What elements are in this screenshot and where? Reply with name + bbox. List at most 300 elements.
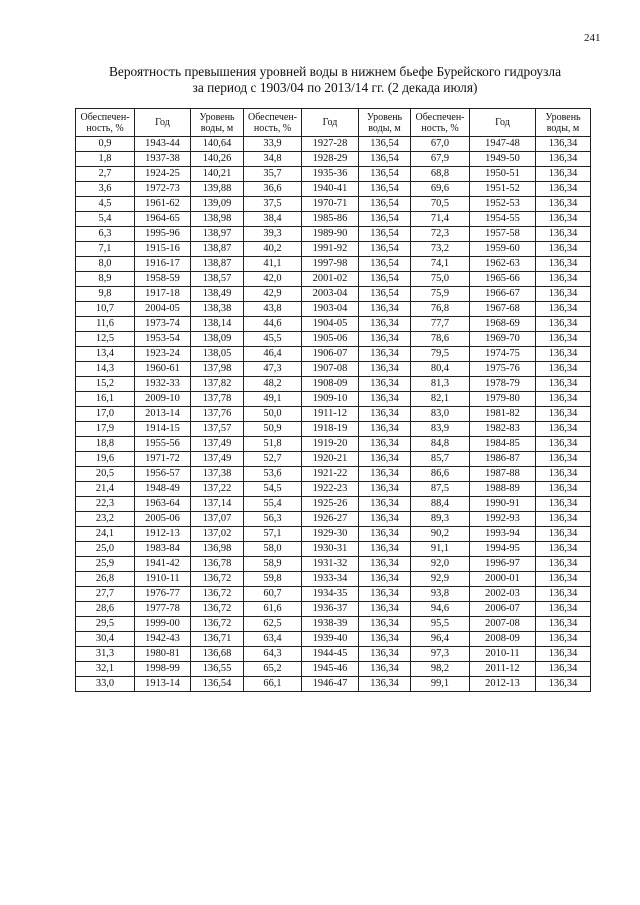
year-cell: 1993-94 [470, 527, 536, 542]
table-row [76, 662, 591, 677]
percent-cell: 92,0 [411, 557, 470, 572]
year-cell: 1948-49 [135, 482, 191, 497]
year-cell: 1967-68 [470, 302, 536, 317]
year-cell: 1903-04 [302, 302, 359, 317]
percent-cell: 24,1 [76, 527, 135, 542]
column-header [411, 109, 470, 137]
table-row [76, 377, 591, 392]
level-cell: 136,34 [536, 557, 591, 572]
level-cell: 136,54 [191, 677, 244, 692]
year-cell: 1930-31 [302, 542, 359, 557]
level-cell: 136,34 [536, 497, 591, 512]
year-cell: 2005-06 [135, 512, 191, 527]
level-cell: 136,72 [191, 602, 244, 617]
percent-cell: 90,2 [411, 527, 470, 542]
year-cell: 1955-56 [135, 437, 191, 452]
percent-cell: 81,3 [411, 377, 470, 392]
year-cell: 1944-45 [302, 647, 359, 662]
column-header-line: воды, м [200, 122, 234, 134]
year-cell: 1962-63 [470, 257, 536, 272]
percent-cell: 25,0 [76, 542, 135, 557]
level-cell: 136,72 [191, 617, 244, 632]
year-cell: 1976-77 [135, 587, 191, 602]
percent-cell: 62,5 [244, 617, 302, 632]
percent-cell: 39,3 [244, 227, 302, 242]
percent-cell: 61,6 [244, 602, 302, 617]
year-cell: 1985-86 [302, 212, 359, 227]
percent-cell: 53,6 [244, 467, 302, 482]
table-row [76, 257, 591, 272]
year-cell: 1992-93 [470, 512, 536, 527]
year-cell: 1969-70 [470, 332, 536, 347]
column-header [76, 109, 135, 137]
level-cell: 136,34 [359, 302, 411, 317]
year-cell: 1943-44 [135, 137, 191, 152]
year-cell: 1968-69 [470, 317, 536, 332]
year-cell: 1949-50 [470, 152, 536, 167]
percent-cell: 17,0 [76, 407, 135, 422]
year-cell: 1986-87 [470, 452, 536, 467]
level-cell: 136,34 [536, 437, 591, 452]
level-cell: 137,76 [191, 407, 244, 422]
percent-cell: 47,3 [244, 362, 302, 377]
percent-cell: 32,1 [76, 662, 135, 677]
level-cell: 136,34 [536, 377, 591, 392]
level-cell: 138,98 [191, 212, 244, 227]
year-cell: 1905-06 [302, 332, 359, 347]
percent-cell: 18,8 [76, 437, 135, 452]
year-cell: 2001-02 [302, 272, 359, 287]
column-header-line: Обеспечен- [415, 111, 465, 123]
table-row [76, 227, 591, 242]
level-cell: 136,34 [536, 392, 591, 407]
level-cell: 136,34 [536, 407, 591, 422]
year-cell: 1998-99 [135, 662, 191, 677]
percent-cell: 59,8 [244, 572, 302, 587]
level-cell: 136,34 [536, 212, 591, 227]
level-cell: 136,34 [536, 527, 591, 542]
year-cell: 1946-47 [302, 677, 359, 692]
year-cell: 2003-04 [302, 287, 359, 302]
year-cell: 1922-23 [302, 482, 359, 497]
percent-cell: 42,9 [244, 287, 302, 302]
column-header-line: Уровень [366, 111, 403, 123]
percent-cell: 80,4 [411, 362, 470, 377]
level-cell: 136,34 [359, 587, 411, 602]
level-cell: 136,34 [536, 242, 591, 257]
level-cell: 138,87 [191, 257, 244, 272]
level-cell: 136,34 [359, 407, 411, 422]
column-header-line: Год [495, 117, 510, 128]
year-cell: 1915-16 [135, 242, 191, 257]
column-header-line: Год [155, 117, 170, 128]
level-cell: 136,34 [536, 587, 591, 602]
year-cell: 1997-98 [302, 257, 359, 272]
column-header-line: Уровень [199, 111, 235, 123]
percent-cell: 13,4 [76, 347, 135, 362]
year-cell: 1911-12 [302, 407, 359, 422]
level-cell: 136,34 [359, 617, 411, 632]
percent-cell: 8,0 [76, 257, 135, 272]
year-cell: 1977-78 [135, 602, 191, 617]
percent-cell: 75,9 [411, 287, 470, 302]
water-level-table [75, 108, 591, 692]
year-cell: 1932-33 [135, 377, 191, 392]
column-header-line: Обеспечен- [80, 111, 130, 123]
percent-cell: 85,7 [411, 452, 470, 467]
table-row [76, 422, 591, 437]
percent-cell: 54,5 [244, 482, 302, 497]
year-cell: 1918-19 [302, 422, 359, 437]
column-header-line: ность, % [86, 122, 124, 134]
percent-cell: 63,4 [244, 632, 302, 647]
year-cell: 1989-90 [302, 227, 359, 242]
year-cell: 1987-88 [470, 467, 536, 482]
level-cell: 136,34 [536, 302, 591, 317]
level-cell: 137,98 [191, 362, 244, 377]
level-cell: 137,38 [191, 467, 244, 482]
level-cell: 140,21 [191, 167, 244, 182]
table-row [76, 317, 591, 332]
percent-cell: 58,0 [244, 542, 302, 557]
percent-cell: 65,2 [244, 662, 302, 677]
year-cell: 1945-46 [302, 662, 359, 677]
year-cell: 1972-73 [135, 182, 191, 197]
percent-cell: 66,1 [244, 677, 302, 692]
column-header [536, 109, 591, 137]
level-cell: 136,55 [191, 662, 244, 677]
level-cell: 136,34 [359, 422, 411, 437]
year-cell: 1953-54 [135, 332, 191, 347]
document-title [70, 64, 600, 96]
percent-cell: 56,3 [244, 512, 302, 527]
year-cell: 1940-41 [302, 182, 359, 197]
column-header-line: воды, м [546, 122, 580, 134]
percent-cell: 48,2 [244, 377, 302, 392]
table-header-row [76, 109, 591, 137]
percent-cell: 70,5 [411, 197, 470, 212]
percent-cell: 96,4 [411, 632, 470, 647]
year-cell: 2002-03 [470, 587, 536, 602]
percent-cell: 31,3 [76, 647, 135, 662]
percent-cell: 6,3 [76, 227, 135, 242]
title-line-2: за период с 1903/04 по 2013/14 гг. (2 декада июля) [192, 80, 478, 95]
year-cell: 1906-07 [302, 347, 359, 362]
percent-cell: 30,4 [76, 632, 135, 647]
level-cell: 136,34 [536, 332, 591, 347]
percent-cell: 82,1 [411, 392, 470, 407]
year-cell: 1963-64 [135, 497, 191, 512]
year-cell: 1914-15 [135, 422, 191, 437]
percent-cell: 23,2 [76, 512, 135, 527]
table-row [76, 512, 591, 527]
percent-cell: 91,1 [411, 542, 470, 557]
percent-cell: 1,8 [76, 152, 135, 167]
table-row [76, 242, 591, 257]
year-cell: 2010-11 [470, 647, 536, 662]
percent-cell: 49,1 [244, 392, 302, 407]
table-row [76, 602, 591, 617]
level-cell: 136,78 [191, 557, 244, 572]
level-cell: 136,54 [359, 242, 411, 257]
level-cell: 136,54 [359, 152, 411, 167]
year-cell: 1931-32 [302, 557, 359, 572]
level-cell: 136,54 [359, 272, 411, 287]
percent-cell: 40,2 [244, 242, 302, 257]
percent-cell: 88,4 [411, 497, 470, 512]
level-cell: 136,98 [191, 542, 244, 557]
percent-cell: 83,0 [411, 407, 470, 422]
table-row [76, 392, 591, 407]
page-number: 241 [584, 32, 601, 44]
column-header-line: ность, % [421, 122, 459, 134]
year-cell: 1957-58 [470, 227, 536, 242]
year-cell: 1923-24 [135, 347, 191, 362]
year-cell: 1999-00 [135, 617, 191, 632]
level-cell: 136,34 [536, 287, 591, 302]
level-cell: 136,34 [536, 182, 591, 197]
level-cell: 136,54 [359, 287, 411, 302]
percent-cell: 5,4 [76, 212, 135, 227]
column-header-line: Уровень [545, 111, 581, 123]
level-cell: 137,02 [191, 527, 244, 542]
level-cell: 140,64 [191, 137, 244, 152]
level-cell: 138,87 [191, 242, 244, 257]
year-cell: 1973-74 [135, 317, 191, 332]
level-cell: 138,97 [191, 227, 244, 242]
table-row [76, 332, 591, 347]
level-cell: 136,34 [536, 167, 591, 182]
year-cell: 1925-26 [302, 497, 359, 512]
percent-cell: 67,0 [411, 137, 470, 152]
level-cell: 136,34 [359, 437, 411, 452]
percent-cell: 98,2 [411, 662, 470, 677]
level-cell: 136,72 [191, 587, 244, 602]
percent-cell: 38,4 [244, 212, 302, 227]
level-cell: 136,34 [536, 317, 591, 332]
percent-cell: 27,7 [76, 587, 135, 602]
year-cell: 1912-13 [135, 527, 191, 542]
percent-cell: 44,6 [244, 317, 302, 332]
percent-cell: 50,9 [244, 422, 302, 437]
table-row [76, 572, 591, 587]
percent-cell: 86,6 [411, 467, 470, 482]
percent-cell: 2,7 [76, 167, 135, 182]
percent-cell: 99,1 [411, 677, 470, 692]
percent-cell: 16,1 [76, 392, 135, 407]
year-cell: 1994-95 [470, 542, 536, 557]
year-cell: 1936-37 [302, 602, 359, 617]
column-header [244, 109, 302, 137]
level-cell: 138,14 [191, 317, 244, 332]
level-cell: 137,22 [191, 482, 244, 497]
percent-cell: 78,6 [411, 332, 470, 347]
percent-cell: 95,5 [411, 617, 470, 632]
level-cell: 136,34 [536, 362, 591, 377]
year-cell: 1981-82 [470, 407, 536, 422]
percent-cell: 67,9 [411, 152, 470, 167]
percent-cell: 69,6 [411, 182, 470, 197]
percent-cell: 93,8 [411, 587, 470, 602]
year-cell: 1954-55 [470, 212, 536, 227]
year-cell: 2007-08 [470, 617, 536, 632]
table-row [76, 437, 591, 452]
year-cell: 1920-21 [302, 452, 359, 467]
percent-cell: 12,5 [76, 332, 135, 347]
level-cell: 136,34 [359, 332, 411, 347]
level-cell: 137,82 [191, 377, 244, 392]
column-header-line: Год [322, 117, 338, 128]
year-cell: 1988-89 [470, 482, 536, 497]
level-cell: 136,34 [536, 152, 591, 167]
percent-cell: 84,8 [411, 437, 470, 452]
percent-cell: 57,1 [244, 527, 302, 542]
percent-cell: 68,8 [411, 167, 470, 182]
table-row [76, 182, 591, 197]
year-cell: 1927-28 [302, 137, 359, 152]
percent-cell: 77,7 [411, 317, 470, 332]
percent-cell: 11,6 [76, 317, 135, 332]
level-cell: 137,49 [191, 452, 244, 467]
year-cell: 1970-71 [302, 197, 359, 212]
level-cell: 138,57 [191, 272, 244, 287]
percent-cell: 19,6 [76, 452, 135, 467]
percent-cell: 22,3 [76, 497, 135, 512]
level-cell: 137,78 [191, 392, 244, 407]
year-cell: 1974-75 [470, 347, 536, 362]
year-cell: 1978-79 [470, 377, 536, 392]
year-cell: 1910-11 [135, 572, 191, 587]
percent-cell: 17,9 [76, 422, 135, 437]
table-row [76, 287, 591, 302]
column-header-line: воды, м [368, 122, 401, 134]
year-cell: 1904-05 [302, 317, 359, 332]
percent-cell: 74,1 [411, 257, 470, 272]
table-row [76, 542, 591, 557]
table-row [76, 212, 591, 227]
level-cell: 136,34 [536, 467, 591, 482]
level-cell: 136,54 [359, 257, 411, 272]
year-cell: 2009-10 [135, 392, 191, 407]
percent-cell: 42,0 [244, 272, 302, 287]
table-row [76, 497, 591, 512]
year-cell: 1935-36 [302, 167, 359, 182]
percent-cell: 8,9 [76, 272, 135, 287]
level-cell: 136,34 [536, 272, 591, 287]
year-cell: 1996-97 [470, 557, 536, 572]
percent-cell: 46,4 [244, 347, 302, 362]
percent-cell: 41,1 [244, 257, 302, 272]
year-cell: 1917-18 [135, 287, 191, 302]
year-cell: 2004-05 [135, 302, 191, 317]
year-cell: 1990-91 [470, 497, 536, 512]
level-cell: 136,72 [191, 572, 244, 587]
percent-cell: 14,3 [76, 362, 135, 377]
percent-cell: 83,9 [411, 422, 470, 437]
percent-cell: 87,5 [411, 482, 470, 497]
percent-cell: 94,6 [411, 602, 470, 617]
table-row [76, 197, 591, 212]
level-cell: 136,34 [359, 677, 411, 692]
table-row [76, 137, 591, 152]
percent-cell: 9,8 [76, 287, 135, 302]
level-cell: 136,34 [359, 347, 411, 362]
year-cell: 2011-12 [470, 662, 536, 677]
level-cell: 138,38 [191, 302, 244, 317]
level-cell: 136,34 [536, 662, 591, 677]
percent-cell: 52,7 [244, 452, 302, 467]
table-row [76, 482, 591, 497]
percent-cell: 0,9 [76, 137, 135, 152]
percent-cell: 36,6 [244, 182, 302, 197]
year-cell: 1980-81 [135, 647, 191, 662]
level-cell: 137,07 [191, 512, 244, 527]
table-body [76, 137, 591, 692]
level-cell: 136,34 [359, 512, 411, 527]
percent-cell: 10,7 [76, 302, 135, 317]
level-cell: 136,54 [359, 167, 411, 182]
year-cell: 1926-27 [302, 512, 359, 527]
table-row [76, 272, 591, 287]
percent-cell: 51,8 [244, 437, 302, 452]
level-cell: 136,34 [536, 422, 591, 437]
table-row [76, 467, 591, 482]
level-cell: 139,88 [191, 182, 244, 197]
column-header [302, 109, 359, 137]
percent-cell: 45,5 [244, 332, 302, 347]
percent-cell: 35,7 [244, 167, 302, 182]
percent-cell: 43,8 [244, 302, 302, 317]
percent-cell: 60,7 [244, 587, 302, 602]
percent-cell: 29,5 [76, 617, 135, 632]
percent-cell: 89,3 [411, 512, 470, 527]
level-cell: 136,34 [359, 392, 411, 407]
table-row [76, 647, 591, 662]
level-cell: 136,34 [536, 632, 591, 647]
column-header [191, 109, 244, 137]
year-cell: 1975-76 [470, 362, 536, 377]
year-cell: 1982-83 [470, 422, 536, 437]
level-cell: 136,34 [359, 557, 411, 572]
level-cell: 137,14 [191, 497, 244, 512]
year-cell: 1924-25 [135, 167, 191, 182]
year-cell: 1907-08 [302, 362, 359, 377]
column-header [135, 109, 191, 137]
level-cell: 136,34 [536, 137, 591, 152]
year-cell: 1933-34 [302, 572, 359, 587]
percent-cell: 37,5 [244, 197, 302, 212]
level-cell: 138,05 [191, 347, 244, 362]
percent-cell: 3,6 [76, 182, 135, 197]
level-cell: 136,34 [536, 482, 591, 497]
year-cell: 1928-29 [302, 152, 359, 167]
year-cell: 1991-92 [302, 242, 359, 257]
percent-cell: 75,0 [411, 272, 470, 287]
column-header [470, 109, 536, 137]
year-cell: 1908-09 [302, 377, 359, 392]
level-cell: 136,34 [359, 482, 411, 497]
percent-cell: 55,4 [244, 497, 302, 512]
column-header [359, 109, 411, 137]
level-cell: 136,34 [359, 602, 411, 617]
table-row [76, 617, 591, 632]
table-row [76, 167, 591, 182]
year-cell: 1995-96 [135, 227, 191, 242]
table-row [76, 152, 591, 167]
level-cell: 136,54 [359, 197, 411, 212]
level-cell: 136,34 [536, 197, 591, 212]
level-cell: 136,34 [359, 647, 411, 662]
